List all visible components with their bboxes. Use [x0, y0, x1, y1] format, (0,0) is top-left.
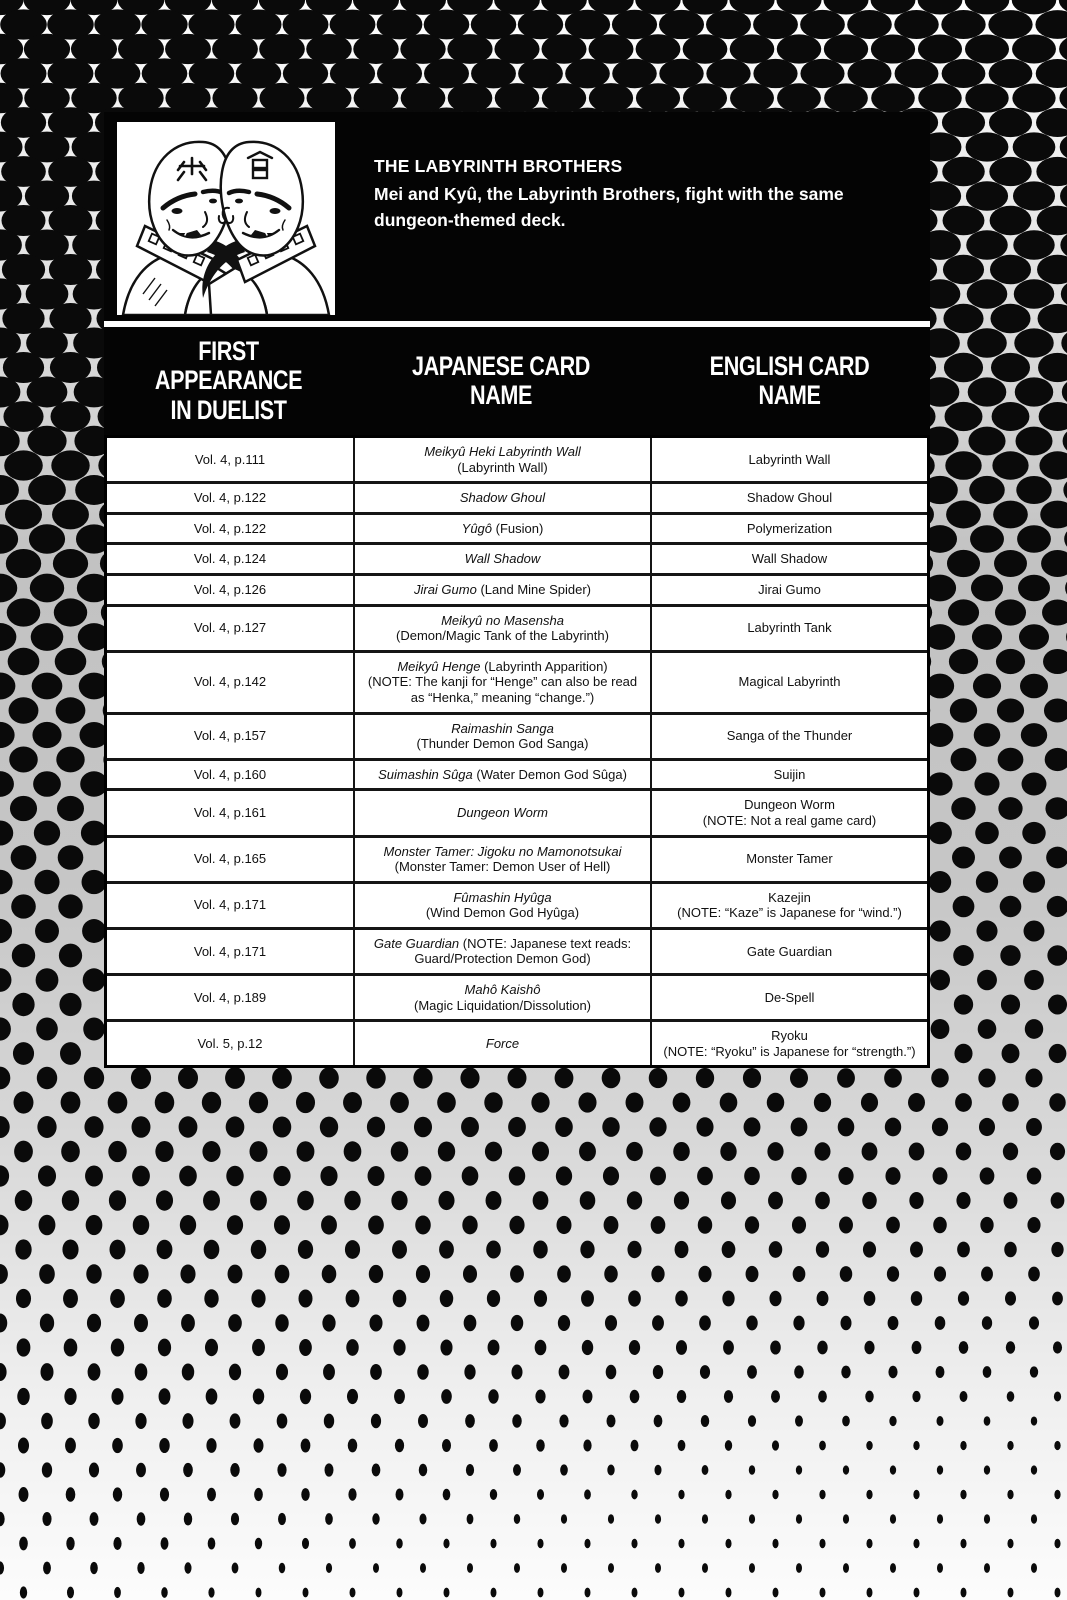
- japanese-card-name: Meikyû Henge: [397, 658, 481, 674]
- table-row: [107, 481, 927, 512]
- japanese-card-name: Meikyû Heki Labyrinth Wall: [424, 444, 581, 459]
- japanese-card-name: Wall Shadow: [464, 551, 541, 567]
- cell-first-appearance: Vol. 4, p.189: [107, 973, 353, 1019]
- english-card-name: Monster Tamer: [746, 851, 833, 867]
- table-row: [107, 573, 927, 604]
- cell-english-card-name: [650, 881, 927, 927]
- japanese-card-name: Jirai Gumo: [413, 581, 477, 597]
- japanese-card-gloss: (Wind Demon God Hyûga): [425, 905, 580, 921]
- japanese-card-name: Suimashin Sûga: [378, 766, 473, 782]
- table-row: [107, 438, 927, 481]
- japanese-card-gloss: (Demon/Magic Tank of the Labyrinth): [396, 628, 609, 644]
- cell-first-appearance: Vol. 4, p.127: [107, 604, 353, 650]
- japanese-card-gloss-inline: (Labyrinth Apparition): [480, 658, 608, 674]
- cell-first-appearance: Vol. 4, p.157: [107, 712, 353, 758]
- table-row: [107, 712, 927, 758]
- english-card-name: Sanga of the Thunder: [726, 728, 853, 744]
- cell-first-appearance: Vol. 4, p.160: [107, 758, 353, 789]
- japanese-card-gloss: (Labyrinth Wall): [457, 459, 548, 475]
- cell-english-card-name: [650, 835, 927, 881]
- table-row: [107, 835, 927, 881]
- japanese-card-name: Gate Guardian: [373, 935, 460, 951]
- japanese-card-name: Force: [485, 1036, 520, 1052]
- cell-english-card-name: [650, 604, 927, 650]
- card-table-body: [107, 438, 927, 1065]
- table-row: [107, 1019, 927, 1065]
- cell-first-appearance: Vol. 4, p.124: [107, 542, 353, 573]
- cell-english-card-name: [650, 973, 927, 1019]
- table-row: [107, 927, 927, 973]
- table-row: [107, 973, 927, 1019]
- japanese-card-name: Meikyû no Masensha: [441, 612, 564, 628]
- japanese-card-gloss: (Thunder Demon God Sanga): [416, 736, 589, 752]
- japanese-card-name: Raimashin Sanga: [451, 720, 554, 736]
- table-row: [107, 542, 927, 573]
- cell-first-appearance: Vol. 4, p.111: [194, 451, 266, 467]
- japanese-card-name: Shadow Ghoul: [459, 490, 546, 506]
- japanese-card-name: Mahô Kaishô: [464, 982, 541, 998]
- cell-japanese-card-name: [353, 927, 650, 973]
- cell-first-appearance: Vol. 4, p.171: [107, 927, 353, 973]
- cell-english-card-name: [650, 1019, 927, 1065]
- feature-caption: Mei and Kyû, the Labyrinth Brothers, fight with the same dungeon-themed deck.: [374, 184, 844, 231]
- feature-panel: [104, 112, 930, 435]
- feature-title: THE LABYRINTH BROTHERS: [374, 156, 623, 176]
- cell-japanese-card-name: [353, 973, 650, 1019]
- column-header-english-card-name: ENGLISH CARD NAME: [709, 350, 870, 410]
- japanese-card-gloss-inline: (Fusion): [492, 520, 544, 536]
- japanese-card-name: Yûgô: [461, 520, 493, 536]
- card-table: [104, 435, 930, 1068]
- english-card-note: (NOTE: “Kaze” is Japanese for “wind.”): [677, 905, 902, 921]
- japanese-card-name: Monster Tamer: Jigoku no Mamonotsukai: [383, 843, 622, 859]
- cell-first-appearance: Vol. 4, p.126: [107, 573, 353, 604]
- cell-japanese-card-name: [353, 604, 650, 650]
- table-row: [107, 650, 927, 712]
- english-card-name: Magical Labyrinth: [738, 674, 841, 690]
- japanese-card-name: Dungeon Worm: [456, 805, 549, 821]
- cell-first-appearance: Vol. 4, p.161: [107, 788, 353, 834]
- table-row: [107, 512, 927, 543]
- japanese-card-gloss-inline: (Water Demon God Sûga): [472, 766, 627, 782]
- cell-japanese-card-name: [353, 758, 650, 789]
- cell-first-appearance: Vol. 4, p.165: [107, 835, 353, 881]
- cell-japanese-card-name: [353, 542, 650, 573]
- cell-english-card-name: [650, 438, 927, 481]
- japanese-card-name: Fûmashin Hyûga: [453, 889, 552, 905]
- cell-first-appearance: Vol. 5, p.12: [107, 1019, 353, 1065]
- table-column-headers: [104, 327, 930, 435]
- english-card-name: Wall Shadow: [751, 551, 828, 567]
- labyrinth-brothers-illustration: [117, 122, 335, 315]
- cell-japanese-card-name: [353, 835, 650, 881]
- cell-english-card-name: [650, 573, 927, 604]
- table-row: [107, 604, 927, 650]
- japanese-card-gloss: (Magic Liquidation/Dissolution): [413, 997, 592, 1013]
- cell-english-card-name: [650, 712, 927, 758]
- cell-japanese-card-name: [353, 650, 650, 712]
- cell-first-appearance: Vol. 4, p.122: [107, 512, 353, 543]
- cell-japanese-card-name: [353, 512, 650, 543]
- english-card-name: Dungeon Worm: [744, 797, 835, 813]
- table-row: [107, 881, 927, 927]
- english-card-name: Kazejin: [768, 889, 811, 905]
- japanese-card-gloss-inline: (Land Mine Spider): [476, 581, 592, 597]
- english-card-name: De-Spell: [764, 989, 815, 1005]
- english-card-name: Suijin: [773, 766, 806, 782]
- english-card-note: (NOTE: “Ryoku” is Japanese for “strength.”): [663, 1043, 916, 1059]
- japanese-card-gloss: (Monster Tamer: Demon User of Hell): [394, 859, 611, 875]
- english-card-name: Labyrinth Tank: [747, 620, 832, 636]
- cell-first-appearance: Vol. 4, p.142: [107, 650, 353, 712]
- japanese-card-gloss-inline: (NOTE: Japanese text reads: Guard/Protection Demon God): [414, 935, 632, 967]
- cell-japanese-card-name: [353, 881, 650, 927]
- cell-japanese-card-name: [353, 573, 650, 604]
- cell-english-card-name: [650, 788, 927, 834]
- cell-japanese-card-name: [353, 481, 650, 512]
- english-card-name: Shadow Ghoul: [746, 490, 833, 506]
- cell-english-card-name: [650, 927, 927, 973]
- cell-japanese-card-name: [353, 1019, 650, 1065]
- cell-japanese-card-name: [353, 438, 650, 481]
- column-header-first-appearance: FIRST APPEARANCE IN DUELIST: [154, 336, 303, 425]
- cell-english-card-name: [650, 512, 927, 543]
- cell-japanese-card-name: [353, 788, 650, 834]
- english-card-name: Jirai Gumo: [758, 581, 821, 597]
- cell-english-card-name: [650, 542, 927, 573]
- cell-first-appearance: Vol. 4, p.171: [107, 881, 353, 927]
- english-card-name: Ryoku: [771, 1028, 808, 1044]
- japanese-card-gloss: (NOTE: The kanji for “Henge” can also be read as “Henka,” meaning “change.”): [367, 674, 638, 705]
- caption-block: [374, 156, 854, 234]
- english-card-note: (NOTE: Not a real game card): [702, 812, 877, 828]
- table-row: [107, 758, 927, 789]
- english-card-name: Gate Guardian: [746, 943, 833, 959]
- table-row: [107, 788, 927, 834]
- column-header-japanese-card-name: JAPANESE CARD NAME: [411, 350, 591, 410]
- english-card-name: Polymerization: [746, 520, 833, 536]
- cell-english-card-name: [650, 481, 927, 512]
- english-card-name: Labyrinth Wall: [748, 451, 831, 467]
- cell-english-card-name: [650, 650, 927, 712]
- cell-english-card-name: [650, 758, 927, 789]
- cell-japanese-card-name: [353, 712, 650, 758]
- cell-first-appearance: Vol. 4, p.122: [107, 481, 353, 512]
